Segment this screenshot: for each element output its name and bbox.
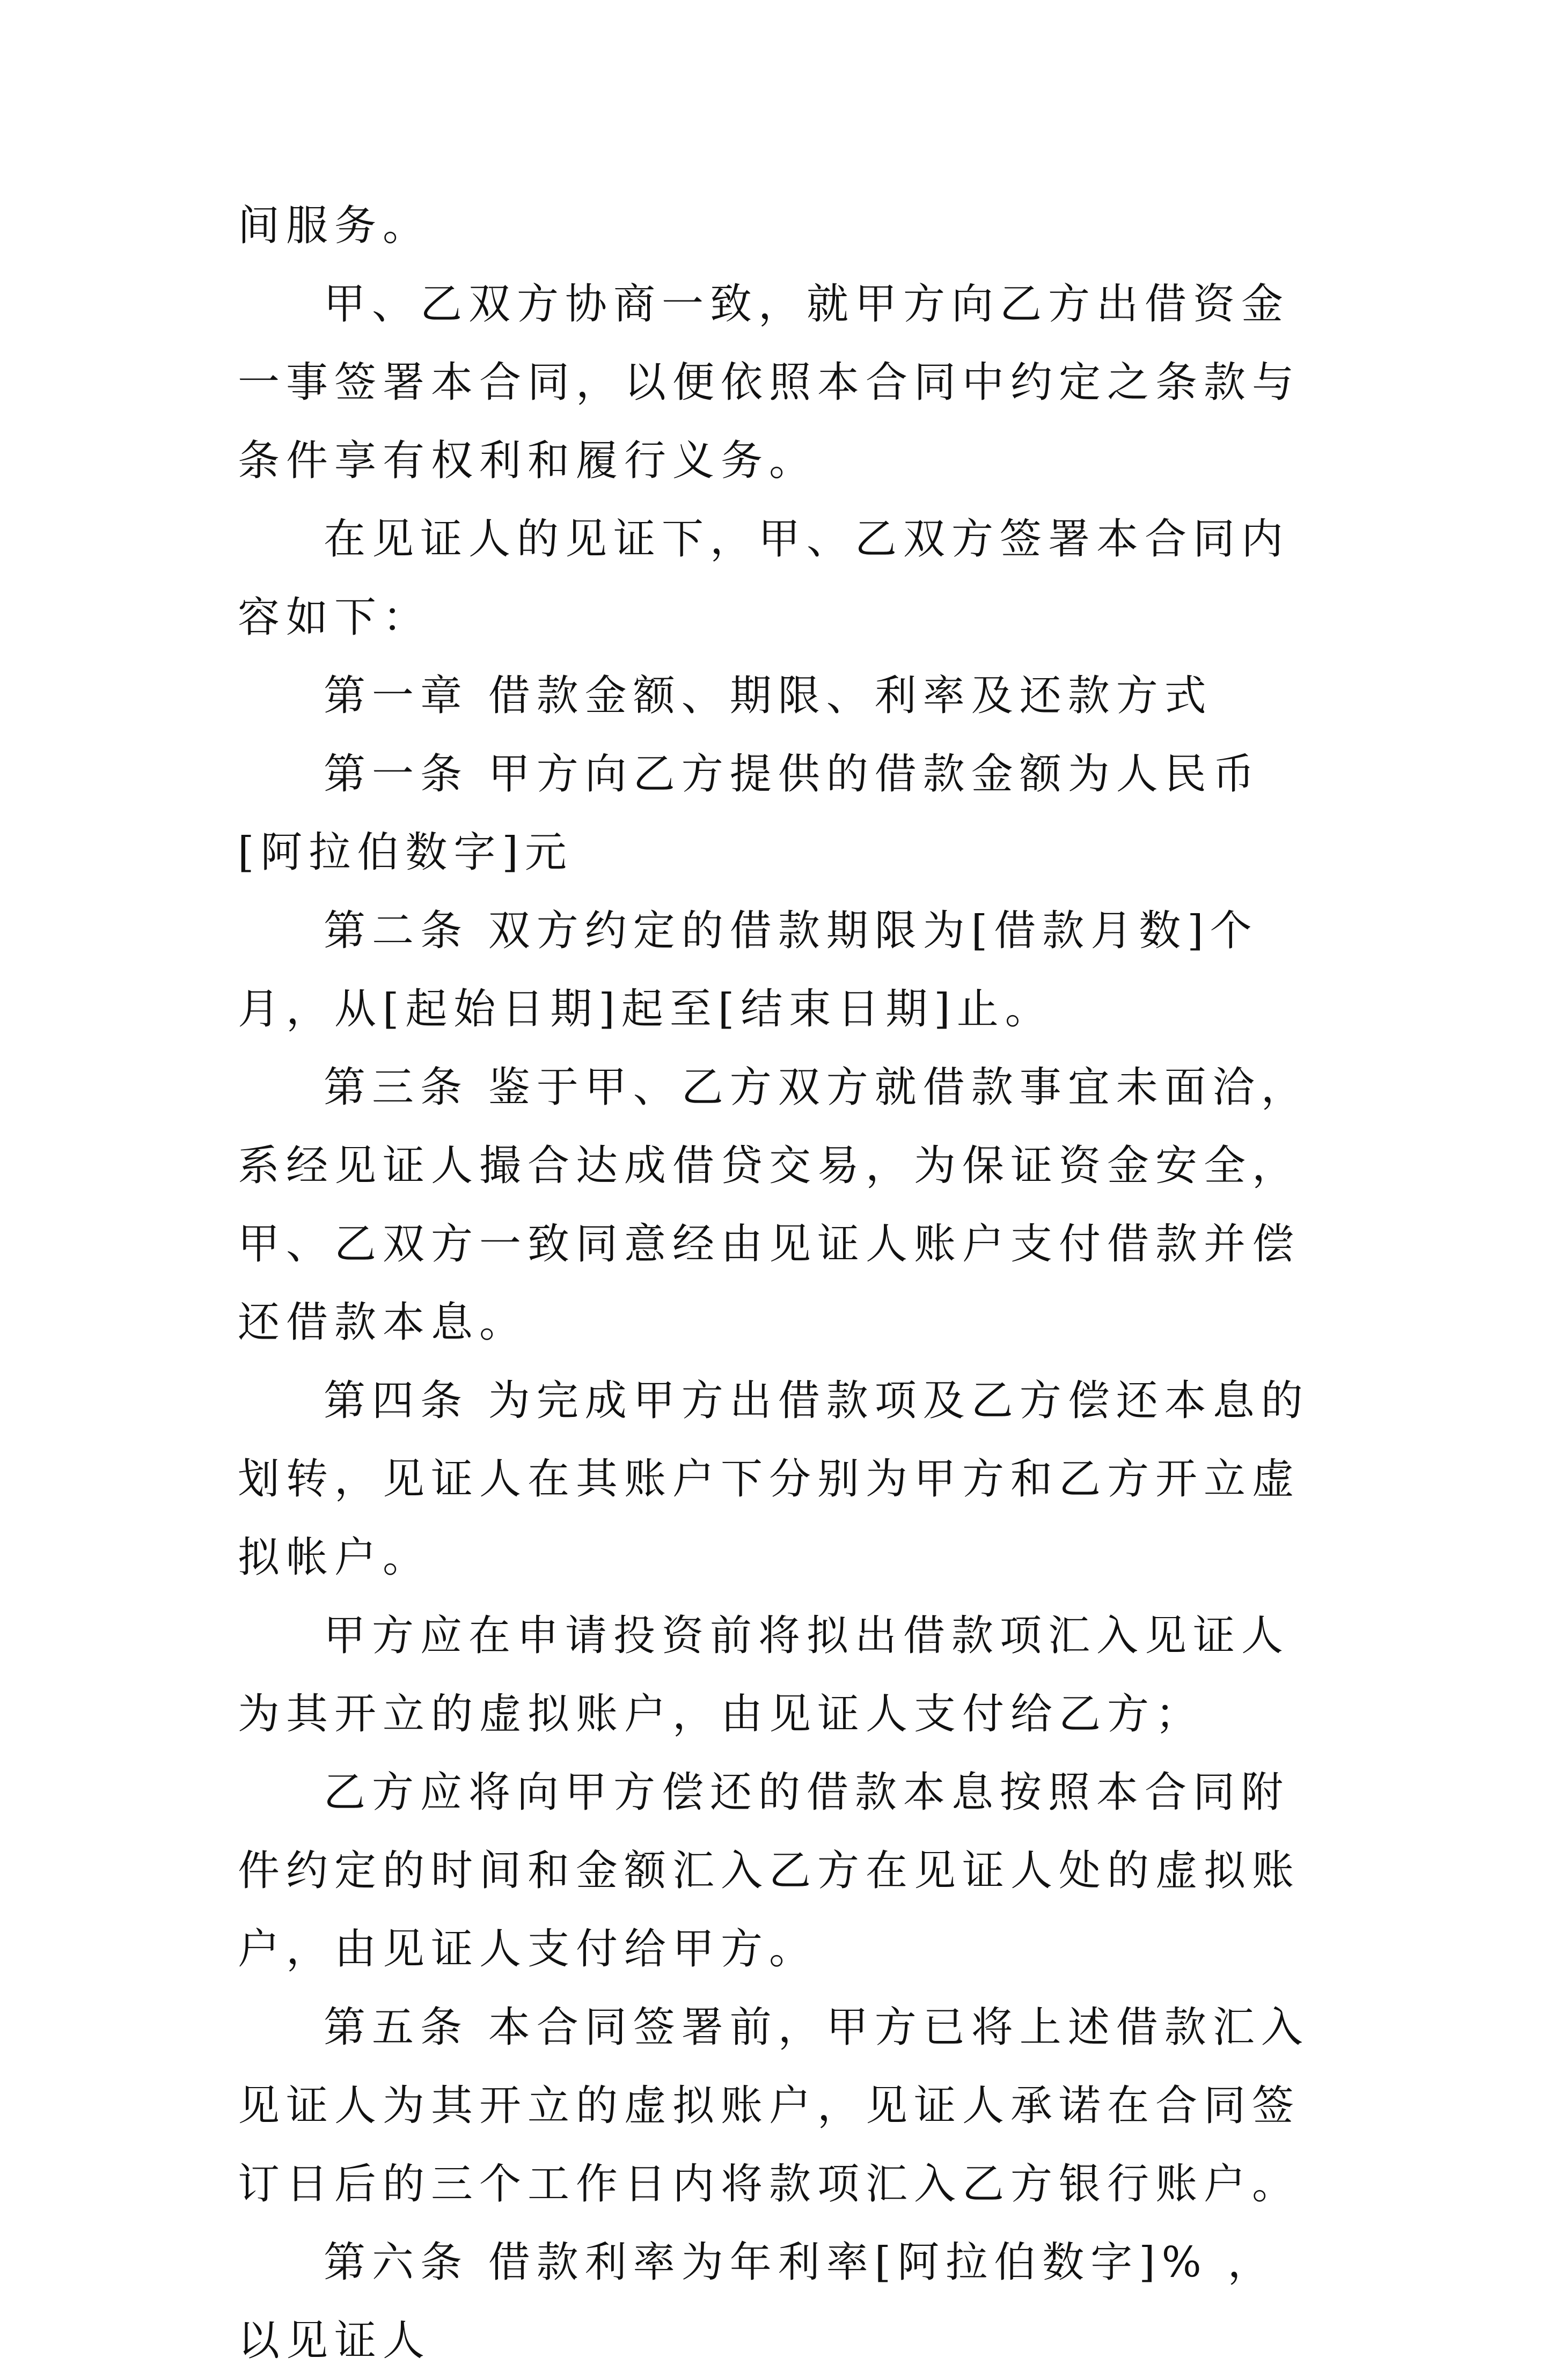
article-4-party-b-clause: 乙方应将向甲方偿还的借款本息按照本合同附件约定的时间和金额汇入乙方在见证人处的虚拟账户，由见证人支付给甲方。 bbox=[238, 1768, 1301, 1973]
article-1: 第一条 甲方向乙方提供的借款金额为人民币[阿拉伯数字]元 bbox=[238, 750, 1261, 877]
article-5: 第五条 本合同签署前，甲方已将上述借款汇入见证人为其开立的虚拟账户，见证人承诺在合同签订日后的三个工作日内将款项汇入乙方银行账户。 bbox=[238, 2003, 1309, 2208]
article-3: 第三条 鉴于甲、乙方双方就借款事宜未面洽，系经见证人撮合达成借贷交易，为保证资金安全，甲、乙双方一致同意经由见证人账户支付借款并偿还借款本息。 bbox=[238, 1063, 1309, 1347]
article-6: 第六条 借款利率为年利率[阿拉伯数字]% ，以见证人 bbox=[238, 2238, 1276, 2365]
paragraph-continuation: 间服务。 bbox=[238, 202, 431, 250]
paragraph-witness-statement: 在见证人的见证下，甲、乙双方签署本合同内容如下： bbox=[238, 515, 1290, 642]
document-body bbox=[238, 187, 1322, 2380]
chapter-heading: 第一章 借款金额、期限、利率及还款方式 bbox=[324, 672, 1213, 720]
article-4: 第四条 为完成甲方出借款项及乙方偿还本息的划转，见证人在其账户下分别为甲方和乙方开立虚拟帐户。 bbox=[238, 1377, 1309, 1582]
article-2: 第二条 双方约定的借款期限为[借款月数]个月，从[起始日期]起至[结束日期]止。 bbox=[238, 907, 1258, 1033]
article-4-party-a-clause: 甲方应在申请投资前将拟出借款项汇入见证人为其开立的虚拟账户，由见证人支付给乙方； bbox=[238, 1612, 1290, 1738]
paragraph-agreement-intro: 甲、乙双方协商一致，就甲方向乙方出借资金一事签署本合同，以便依照本合同中约定之条款与条件享有权利和履行义务。 bbox=[238, 280, 1301, 485]
